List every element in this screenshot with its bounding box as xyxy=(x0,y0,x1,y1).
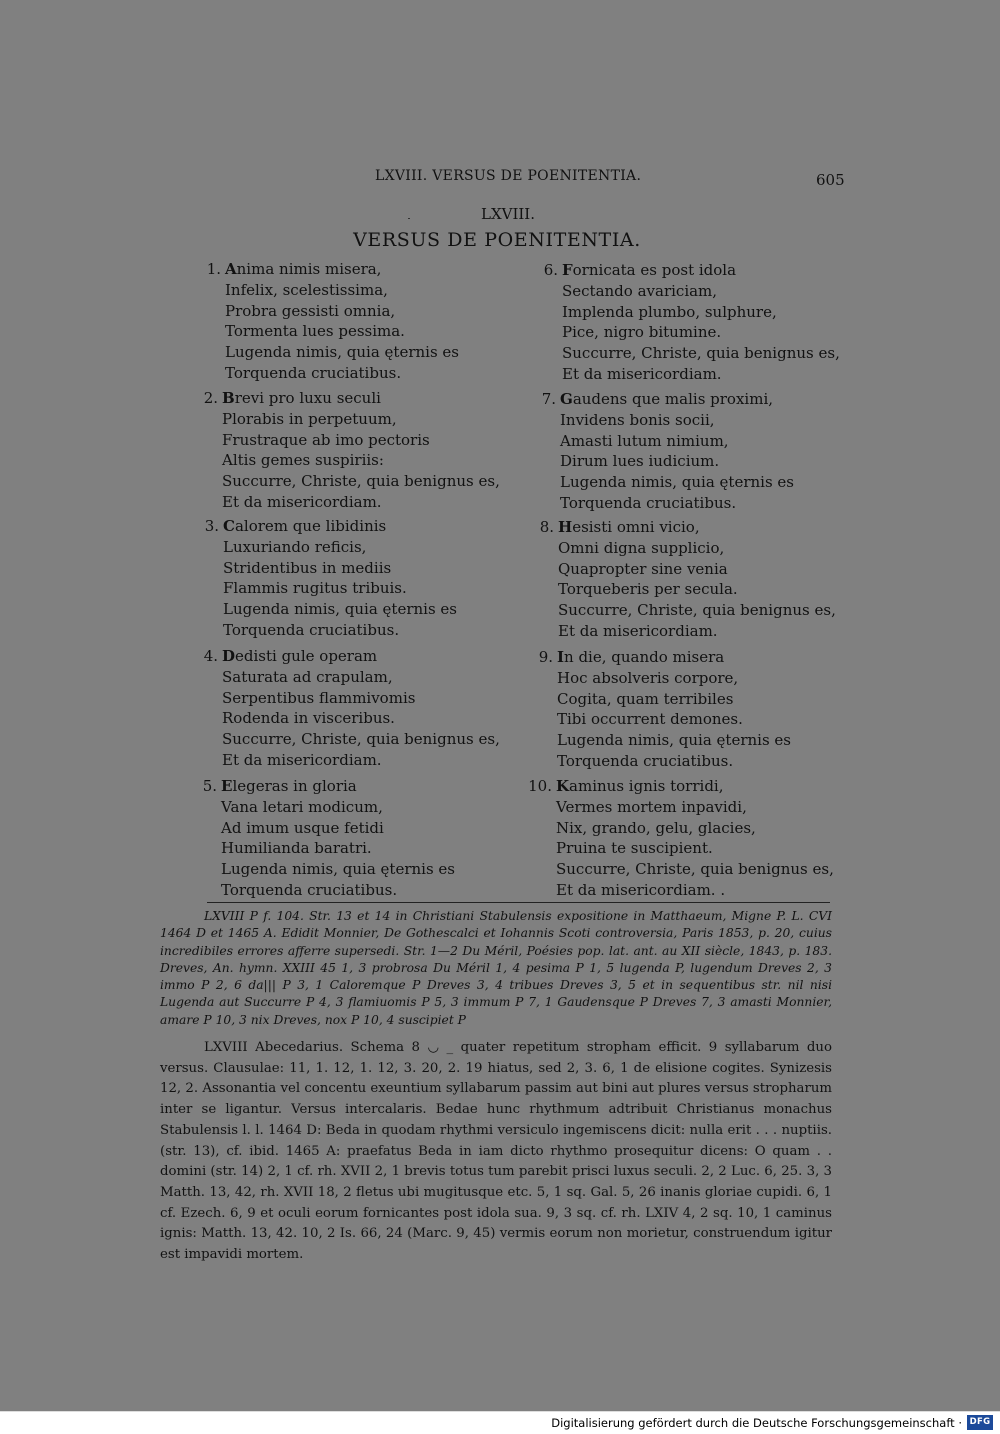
poem-number: LXVIII. xyxy=(480,205,536,223)
verse-line: Plorabis in perpetuum, xyxy=(222,409,397,428)
initial-letter: G xyxy=(560,390,573,408)
verse-line: Hesisti omni vicio, xyxy=(558,518,700,536)
stanza-number: 8. xyxy=(539,518,554,536)
verse-line: Pruina te suscipient. xyxy=(556,839,713,858)
critical-apparatus xyxy=(160,908,832,1029)
verse-line: Cogita, quam terribiles xyxy=(557,689,734,708)
verse-line: Et da misericordiam. xyxy=(558,621,718,640)
verse-line: Sectando avariciam, xyxy=(562,281,718,300)
verse-line: Altis gemes suspiriis: xyxy=(222,451,384,470)
verse-line: Tormenta lues pessima. xyxy=(225,322,405,341)
stanza-number: 7. xyxy=(541,390,556,408)
stanza-9 xyxy=(538,647,877,772)
verse-line: In die, quando misera xyxy=(557,648,725,666)
commentary xyxy=(160,1038,832,1266)
verse-line: Ad imum usque fetidi xyxy=(221,818,384,837)
verse-line: Calorem que libidinis xyxy=(223,517,387,535)
verse-line: Saturata ad crapulam, xyxy=(222,667,393,686)
stanza-8 xyxy=(539,517,878,642)
footnote-rule xyxy=(207,902,830,903)
verse-line: Torquenda cruciatibus. xyxy=(560,493,737,512)
initial-letter: B xyxy=(222,389,235,407)
verse-line: Succurre, Christe, quia benignus es, xyxy=(222,730,500,749)
verse-line: Quapropter sine venia xyxy=(558,559,728,578)
verse-line: Vermes mortem inpavidi, xyxy=(556,797,747,816)
verse-line: Succurre, Christe, quia benignus es, xyxy=(222,472,500,491)
verse-line: Anima nimis misera, xyxy=(225,260,382,278)
verse-line: Hoc absolveris corpore, xyxy=(557,668,739,687)
stray-dot xyxy=(408,218,410,219)
verse-line: Succurre, Christe, quia benignus es, xyxy=(556,860,834,879)
initial-letter: H xyxy=(558,518,573,536)
verse-line: Flammis rugitus tribuis. xyxy=(223,579,407,598)
stanza-4 xyxy=(203,646,542,771)
stanza-5 xyxy=(202,776,541,901)
verse-line: Et da misericordiam. xyxy=(222,750,382,769)
page-number: 605 xyxy=(816,171,845,189)
stanza-number: 2. xyxy=(203,389,218,407)
verse-line: Succurre, Christe, quia benignus es, xyxy=(562,344,840,363)
verse-line: Lugenda nimis, quia ęternis es xyxy=(557,731,792,750)
verse-line: Torquenda cruciatibus. xyxy=(557,751,734,770)
verse-line: Stridentibus in mediis xyxy=(223,558,392,577)
verse-line: Dirum lues iudicium. xyxy=(560,452,720,471)
dfg-logo: DFG xyxy=(967,1415,993,1430)
verse-line: Dedisti gule operam xyxy=(222,647,378,665)
verse-line: Torquenda cruciatibus. xyxy=(223,620,400,639)
verse-line: Kaminus ignis torridi, xyxy=(556,777,724,795)
verse-line: Serpentibus flammivomis xyxy=(222,688,416,707)
stanza-10 xyxy=(528,776,876,901)
verse-line: Luxuriando reficis, xyxy=(223,537,367,556)
verse-line: Et da misericordiam. xyxy=(222,492,382,511)
verse-line: Succurre, Christe, quia benignus es, xyxy=(558,601,836,620)
initial-letter: K xyxy=(556,777,570,795)
stanza-number: 9. xyxy=(538,648,553,666)
stanza-3 xyxy=(204,516,543,641)
stanza-number: 6. xyxy=(543,261,558,279)
stanza-number: 4. xyxy=(203,647,218,665)
verse-line: Torquenda cruciatibus. xyxy=(225,363,402,382)
verse-line: Implenda plumbo, sulphure, xyxy=(562,302,777,321)
verse-line: Rodenda in visceribus. xyxy=(222,709,395,728)
initial-letter: A xyxy=(225,260,237,278)
verse-line: Torqueberis per secula. xyxy=(558,580,738,599)
initial-letter: C xyxy=(223,517,235,535)
verse-line: Et da misericordiam. xyxy=(562,364,722,383)
verse-line: Pice, nigro bitumine. xyxy=(562,323,722,342)
verse-line: Probra gessisti omnia, xyxy=(225,301,396,320)
initial-letter: E xyxy=(221,777,233,795)
stanza-number: 3. xyxy=(204,517,219,535)
verse-line: Et da misericordiam. . xyxy=(556,880,726,899)
verse-line: Elegeras in gloria xyxy=(221,777,357,795)
funding-credit: Digitalisierung gefördert durch die Deutsche Forschungsgemeinschaft · xyxy=(551,1416,962,1430)
verse-line: Brevi pro luxu seculi xyxy=(222,389,381,407)
verse-line: Lugenda nimis, quia ęternis es xyxy=(223,600,458,619)
verse-line: Lugenda nimis, quia ęternis es xyxy=(225,343,460,362)
verse-line: Humilianda baratri. xyxy=(221,839,372,858)
stanza-1 xyxy=(206,259,545,384)
verse-line: Tibi occurrent demones. xyxy=(557,710,743,729)
stanza-number: 1. xyxy=(206,260,221,278)
verse-line: Omni digna supplicio, xyxy=(558,538,725,557)
verse-line: Invidens bonis socii, xyxy=(560,410,715,429)
stanza-6 xyxy=(543,260,882,385)
verse-line: Vana letari modicum, xyxy=(221,797,383,816)
verse-line: Torquenda cruciatibus. xyxy=(221,880,398,899)
stanza-number: 10. xyxy=(528,777,552,795)
stanza-number: 5. xyxy=(202,777,217,795)
initial-letter: F xyxy=(562,261,573,279)
verse-line: Gaudens que malis proximi, xyxy=(560,390,774,408)
initial-letter: D xyxy=(222,647,236,665)
verse-line: Lugenda nimis, quia ęternis es xyxy=(221,860,456,879)
verse-line: Lugenda nimis, quia ęternis es xyxy=(560,473,795,492)
commentary-text: LXVIII Abecedarius. Schema 8 ◡ _ quater repetitum stropham efficit. 9 syllabarum duo versus. Clausulae: 11, 1. 12, 1. 12, 3. 20, 2. 19 hiatus, sed 2, 3. 6, 1 de elisione cogites. Synizesis 12, 2. Assonantia vel concentu exeuntium syllabarum passim aut bini aut plures versus stropharum inter se ligantur. Versus intercalaris. Bedae hunc rhythmum adtribuit Christianus monachus Stabulensis l. l. 1464 D: Beda in quodam rhythmi versiculo ingemiscens dicit: nulla erit . . . nuptiis. (str. 13), cf. ibid. 1465 A: praefatus Beda in iam dicto rhythmo prosequitur dicens: O quam . . domini (str. 14) 2, 1 cf. rh. XVII 2, 1 brevis totus tum parebit prisci luxus seculi. 2, 2 Luc. 6, 25. 3, 3 Matth. 13, 42, rh. XVII 18, 2 fletus ubi mugitusque etc. 5, 1 sq. Gal. 5, 26 inanis gloriae cupidi. 6, 1 cf. Ezech. 6, 9 et oculi eorum fornicantes post idola sua. 9, 3 sq. cf. rh. LXIV 4, 2 sq. 10, 1 caminus ignis: Matth. 13, 42. 10, 2 Is. 66, 24 (Marc. 9, 45) vermis eorum non morietur, construendum igitur est impavidi mortem. xyxy=(160,1040,832,1263)
apparatus-text: LXVIII P f. 104. Str. 13 et 14 in Christiani Stabulensis expositione in Matthaeum, Migne P. L. CVI 1464 D et 1465 A. Edidit Monnier, De Gothescalci et Iohannis Scoti controversia, Paris 1853, p. 20, cuius incredibiles errores afferre supersedi. Str. 1—2 Du Méril, Poésies pop. lat. ant. au XII siècle, 1843, p. 183. Dreves, An. hymn. XXIII 45 1, 3 probrosa Du Méril 1, 4 pesima P 1, 5 lugenda P, lugendum Dreves 2, 3 immo P 2, 6 da||| P 3, 1 Caloremque P Dreves 3, 4 tribues Dreves 3, 5 et in sequentibus str. nil nisi Lugenda aut Succurre P 4, 3 flamiuomis P 5, 3 immum P 7, 1 Gaudensque P Dreves 7, 3 amasti Monnier, amare P 10, 3 nix Dreves, nox P 10, 4 suscipiet P xyxy=(160,909,832,1027)
verse-line: Fornicata es post idola xyxy=(562,261,737,279)
verse-line: Amasti lutum nimium, xyxy=(560,431,729,450)
stanza-2 xyxy=(203,388,542,513)
verse-line: Infelix, scelestissima, xyxy=(225,280,388,299)
footer-bar xyxy=(0,1411,1000,1434)
poem-title: VERSUS DE POENITENTIA. xyxy=(353,229,641,251)
verse-line: Frustraque ab imo pectoris xyxy=(222,430,430,449)
initial-letter: I xyxy=(557,648,565,666)
stanza-7 xyxy=(541,389,880,514)
running-head: LXVIII. VERSUS DE POENITENTIA. xyxy=(375,168,642,184)
verse-line: Nix, grando, gelu, glacies, xyxy=(556,818,756,837)
